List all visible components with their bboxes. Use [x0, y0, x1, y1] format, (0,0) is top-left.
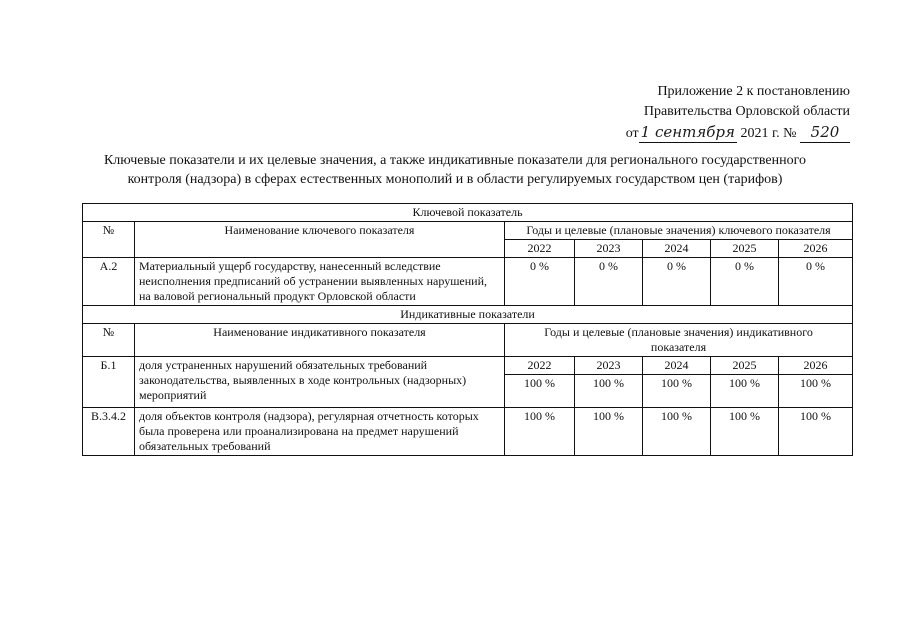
row-name: доля устраненных нарушений обязательных требований законодательства, выявленных в ходе контрольных (надзорных) мероприятий [135, 357, 505, 408]
title-line-1: Ключевые показатели и их целевые значения, а также индикативные показатели для регионального государственного [103, 153, 807, 168]
key-section-heading: Ключевой показатель [83, 204, 853, 222]
row-value: 0 % [779, 258, 853, 306]
key-year: 2022 [505, 240, 575, 258]
row-value: 100 % [505, 408, 575, 456]
row-value: 100 % [643, 408, 711, 456]
row-value: 100 % [711, 408, 779, 456]
key-section-heading-row [83, 204, 853, 222]
indicative-section-heading-row [83, 306, 853, 324]
row-value: 100 % [643, 375, 711, 408]
indicative-year: 2022 [505, 357, 575, 375]
key-year: 2023 [575, 240, 643, 258]
row-value: 100 % [505, 375, 575, 408]
indicative-year: 2023 [575, 357, 643, 375]
key-header-row [83, 222, 853, 240]
key-year: 2025 [711, 240, 779, 258]
appendix-line-1: Приложение 2 к постановлению [657, 84, 850, 99]
indicators-table [82, 203, 853, 456]
handwritten-number: 520 [800, 122, 850, 143]
handwritten-date: 1 сентября [640, 123, 735, 141]
key-col-years: Годы и целевые (плановые значения) ключевого показателя [505, 222, 853, 240]
key-year: 2024 [643, 240, 711, 258]
indicative-year: 2024 [643, 357, 711, 375]
indicative-col-num: № [83, 324, 135, 357]
row-value: 100 % [575, 375, 643, 408]
indicative-header-row [83, 324, 853, 357]
key-year: 2026 [779, 240, 853, 258]
row-num: Б.1 [83, 357, 135, 408]
date-prefix: от [625, 126, 639, 141]
indicative-year: 2026 [779, 357, 853, 375]
indicative-col-name: Наименование индикативного показателя [135, 324, 505, 357]
key-col-name: Наименование ключевого показателя [135, 222, 505, 258]
appendix-header [560, 82, 850, 144]
row-num: А.2 [83, 258, 135, 306]
row-value: 0 % [505, 258, 575, 306]
row-name: Материальный ущерб государству, нанесенный вследствие неисполнения предписаний об устранении выявленных нарушений, на валовой региональный продукт Орловской области [135, 258, 505, 306]
appendix-date-line [560, 122, 850, 144]
row-num: В.3.4.2 [83, 408, 135, 456]
row-value: 100 % [575, 408, 643, 456]
row-value: 100 % [711, 375, 779, 408]
row-value: 0 % [575, 258, 643, 306]
row-value: 100 % [779, 375, 853, 408]
year-text: 2021 г. № [740, 126, 797, 141]
row-value: 0 % [643, 258, 711, 306]
key-col-num: № [83, 222, 135, 258]
title-line-2: контроля (надзора) в сферах естественных монополий и в области регулируемых государством цен (тарифов) [127, 172, 783, 187]
table-row [83, 258, 853, 306]
appendix-line-2: Правительства Орловской области [643, 104, 850, 119]
row-value: 0 % [711, 258, 779, 306]
table-row [83, 408, 853, 456]
indicative-section-heading: Индикативные показатели [83, 306, 853, 324]
row-name: доля объектов контроля (надзора), регулярная отчетность которых была проверена или проанализирована на предмет нарушений обязательных требований [135, 408, 505, 456]
indicative-col-years: Годы и целевые (плановые значения) индикативного показателя [505, 324, 853, 357]
indicative-year: 2025 [711, 357, 779, 375]
row-value: 100 % [779, 408, 853, 456]
document-title [60, 151, 850, 189]
table-row [83, 357, 853, 375]
